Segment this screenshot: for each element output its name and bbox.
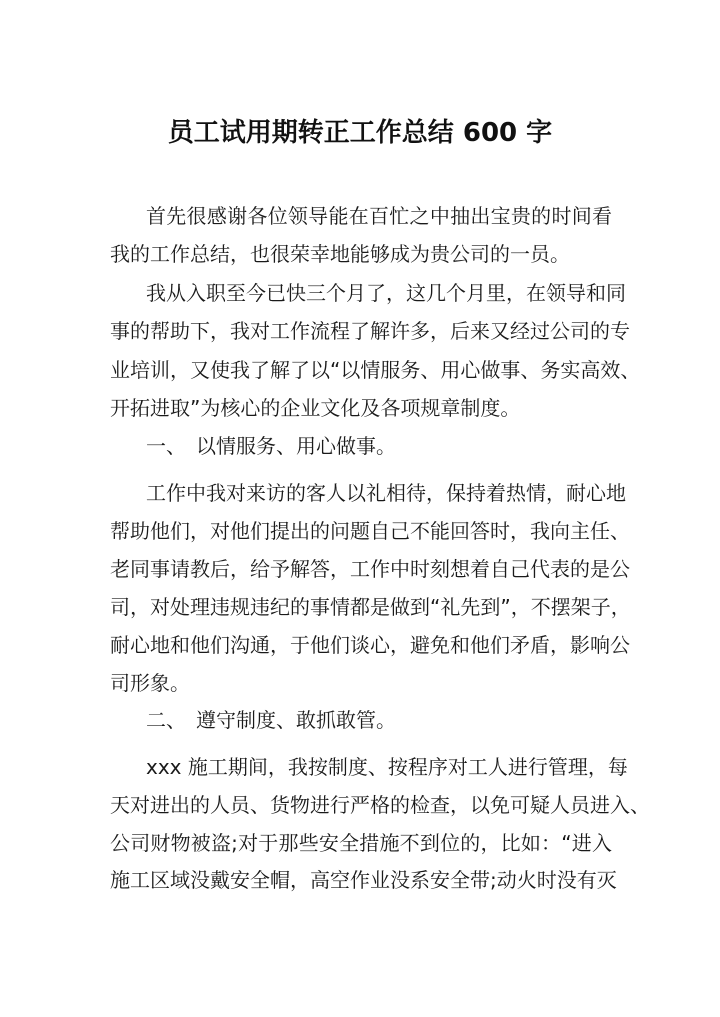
paragraph-line: 工作中我对来访的客人以礼相待，保持着热情，耐心地 xyxy=(146,481,626,505)
section-heading: 一、 以情服务、用心做事。 xyxy=(146,434,396,458)
paragraph-line: 公司财物被盗;对于那些安全措施不到位的，比如：“进入 xyxy=(110,831,612,855)
paragraph-line: 我从入职至今已快三个月了，这几个月里，在领导和同 xyxy=(146,281,626,305)
paragraph-line: 耐心地和他们沟通，于他们谈心，避免和他们矛盾，影响公 xyxy=(110,633,630,657)
paragraph-line: 事的帮助下，我对工作流程了解许多，后来又经过公司的专 xyxy=(110,319,630,343)
paragraph-line: 老同事请教后，给予解答，工作中时刻想着自己代表的是公 xyxy=(110,557,630,581)
paragraph-line: xxx 施工期间，我按制度、按程序对工人进行管理，每 xyxy=(146,755,628,779)
paragraph-line: 业培训，又使我了解了以“以情服务、用心做事、务实高效、 xyxy=(110,358,641,382)
paragraph-line: 帮助他们，对他们提出的问题自己不能回答时，我向主任、 xyxy=(110,519,630,543)
paragraph-line: 天对进出的人员、货物进行严格的检查，以免可疑人员进入、 xyxy=(110,793,650,817)
paragraph-line: 司形象。 xyxy=(110,671,190,695)
section-heading: 二、 遵守制度、敢抓敢管。 xyxy=(146,708,396,732)
paragraph-line: 开拓进取”为核心的企业文化及各项规章制度。 xyxy=(110,396,521,420)
page-title: 员工试用期转正工作总结 600 字 xyxy=(167,118,553,148)
paragraph-line: 施工区域没戴安全帽，高空作业没系安全带;动火时没有灭 xyxy=(110,868,617,892)
paragraph-line: 我的工作总结，也很荣幸地能够成为贵公司的一员。 xyxy=(110,242,570,266)
paragraph-line: 首先很感谢各位领导能在百忙之中抽出宝贵的时间看 xyxy=(146,204,612,228)
paragraph-line: 司，对处理违规违纪的事情都是做到“礼先到”，不摆架子， xyxy=(110,595,631,619)
